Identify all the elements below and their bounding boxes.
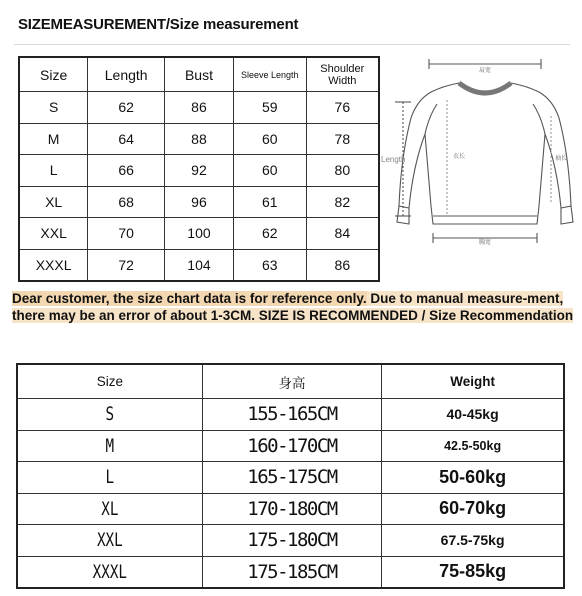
table-row <box>19 123 379 155</box>
table-row <box>17 525 564 557</box>
title-divider <box>14 44 570 45</box>
cell: 62 <box>233 218 306 250</box>
sweater-diagram <box>381 56 577 256</box>
header-size: Size <box>19 57 88 92</box>
disclaimer-note <box>12 290 574 324</box>
cell-height: 165-175CM <box>202 462 381 494</box>
cell: 88 <box>165 123 234 155</box>
cell: 62 <box>88 92 165 124</box>
cell: 66 <box>88 155 165 187</box>
table-row <box>17 462 564 494</box>
table-row <box>19 92 379 124</box>
cell-weight: 60-70kg <box>382 493 564 525</box>
header-sleeve-length: Sleeve Length <box>233 57 306 92</box>
diagram-body-label: 衣长 <box>453 153 466 160</box>
cell-weight: 67.5-75kg <box>382 525 564 557</box>
cell: 84 <box>306 218 379 250</box>
cell-size: L <box>40 462 179 494</box>
diagram-sleeve-label: 袖长 <box>555 155 568 162</box>
cell-size: XXL <box>40 525 179 557</box>
diagram-bottom-label: 胸宽 <box>478 239 492 246</box>
cell-weight: 75-85kg <box>382 556 564 588</box>
header-bust: Bust <box>165 57 234 92</box>
cell-weight: 50-60kg <box>382 462 564 494</box>
cell-height: 170-180CM <box>202 493 381 525</box>
header-height: 身高 <box>202 364 381 399</box>
cell-weight: 42.5-50kg <box>382 430 564 462</box>
cell: 82 <box>306 186 379 218</box>
cell: XL <box>19 186 88 218</box>
page-title: SIZEMEASUREMENT/Size measurement <box>18 16 299 33</box>
cell-size: S <box>40 399 179 431</box>
cell: 72 <box>88 249 165 281</box>
cell-height: 155-165CM <box>202 399 381 431</box>
table-header-row <box>19 57 379 92</box>
cell: 63 <box>233 249 306 281</box>
diagram-top-label: 肩宽 <box>478 67 492 74</box>
header-weight: Weight <box>382 364 564 399</box>
table-row <box>19 218 379 250</box>
cell: 61 <box>233 186 306 218</box>
table-row <box>17 556 564 588</box>
table-row <box>19 155 379 187</box>
cell: 86 <box>306 249 379 281</box>
cell: 78 <box>306 123 379 155</box>
cell: 60 <box>233 123 306 155</box>
table-row <box>17 430 564 462</box>
cell: 92 <box>165 155 234 187</box>
cell-weight: 40-45kg <box>382 399 564 431</box>
cell: 80 <box>306 155 379 187</box>
header-length: Length <box>88 57 165 92</box>
cell: 68 <box>88 186 165 218</box>
cell: XXL <box>19 218 88 250</box>
cell-size: XL <box>40 493 179 525</box>
cell-height: 175-185CM <box>202 556 381 588</box>
cell: 64 <box>88 123 165 155</box>
cell: 100 <box>165 218 234 250</box>
cell: XXXL <box>19 249 88 281</box>
cell-size: M <box>40 430 179 462</box>
cell-height: 175-180CM <box>202 525 381 557</box>
table-row <box>17 493 564 525</box>
cell-height: 160-170CM <box>202 430 381 462</box>
note-highlight: Dear customer, the size chart data is for reference only. <box>12 291 367 306</box>
cell: 60 <box>233 155 306 187</box>
cell: 59 <box>233 92 306 124</box>
table-header-row <box>17 364 564 399</box>
sweater-outline-icon <box>381 56 577 256</box>
table-row <box>19 249 379 281</box>
size-recommendation-table <box>16 363 565 589</box>
cell: 86 <box>165 92 234 124</box>
cell: 76 <box>306 92 379 124</box>
cell: 96 <box>165 186 234 218</box>
diagram-length-label: Length <box>381 155 406 164</box>
cell: 70 <box>88 218 165 250</box>
table-row <box>17 399 564 431</box>
cell-size: XXXL <box>40 556 179 588</box>
size-measurement-table <box>18 56 380 282</box>
note-rest: Due to manual measure-ment, there may be an error of about 1-3CM. SIZE IS RECOMMENDED / Size Recommendation <box>12 291 574 323</box>
cell: S <box>19 92 88 124</box>
table-row <box>19 186 379 218</box>
header-shoulder-width: Shoulder Width <box>306 57 379 92</box>
cell: M <box>19 123 88 155</box>
cell: 104 <box>165 249 234 281</box>
cell: L <box>19 155 88 187</box>
header-size: Size <box>17 364 202 399</box>
